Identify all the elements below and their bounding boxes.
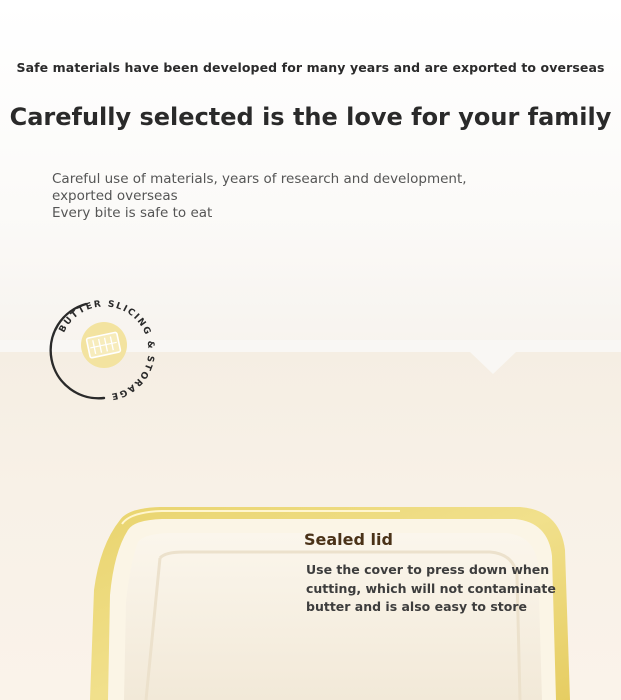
butter-storage-badge	[42, 288, 164, 410]
section-subtitle: Safe materials have been developed for many years and are exported to overseas	[16, 60, 605, 75]
feature-line: butter and is also easy to store	[306, 599, 528, 614]
feature-line: Use the cover to press down when	[306, 562, 550, 577]
description-line: exported overseas	[52, 188, 178, 204]
description-block	[52, 171, 472, 222]
badge-ring-text: BUTTER SLICING & STORAGE	[57, 299, 156, 402]
description-line: Careful use of materials, years of research and development,	[52, 171, 467, 187]
butter-block-icon	[81, 322, 127, 368]
section-headline: Carefully selected is the love for your family	[9, 103, 612, 131]
feature-line: cutting, which will not contaminate	[306, 580, 556, 596]
feature-description	[306, 561, 596, 617]
description-line: Every bite is safe to eat	[52, 205, 213, 221]
feature-title: Sealed lid	[304, 530, 393, 549]
